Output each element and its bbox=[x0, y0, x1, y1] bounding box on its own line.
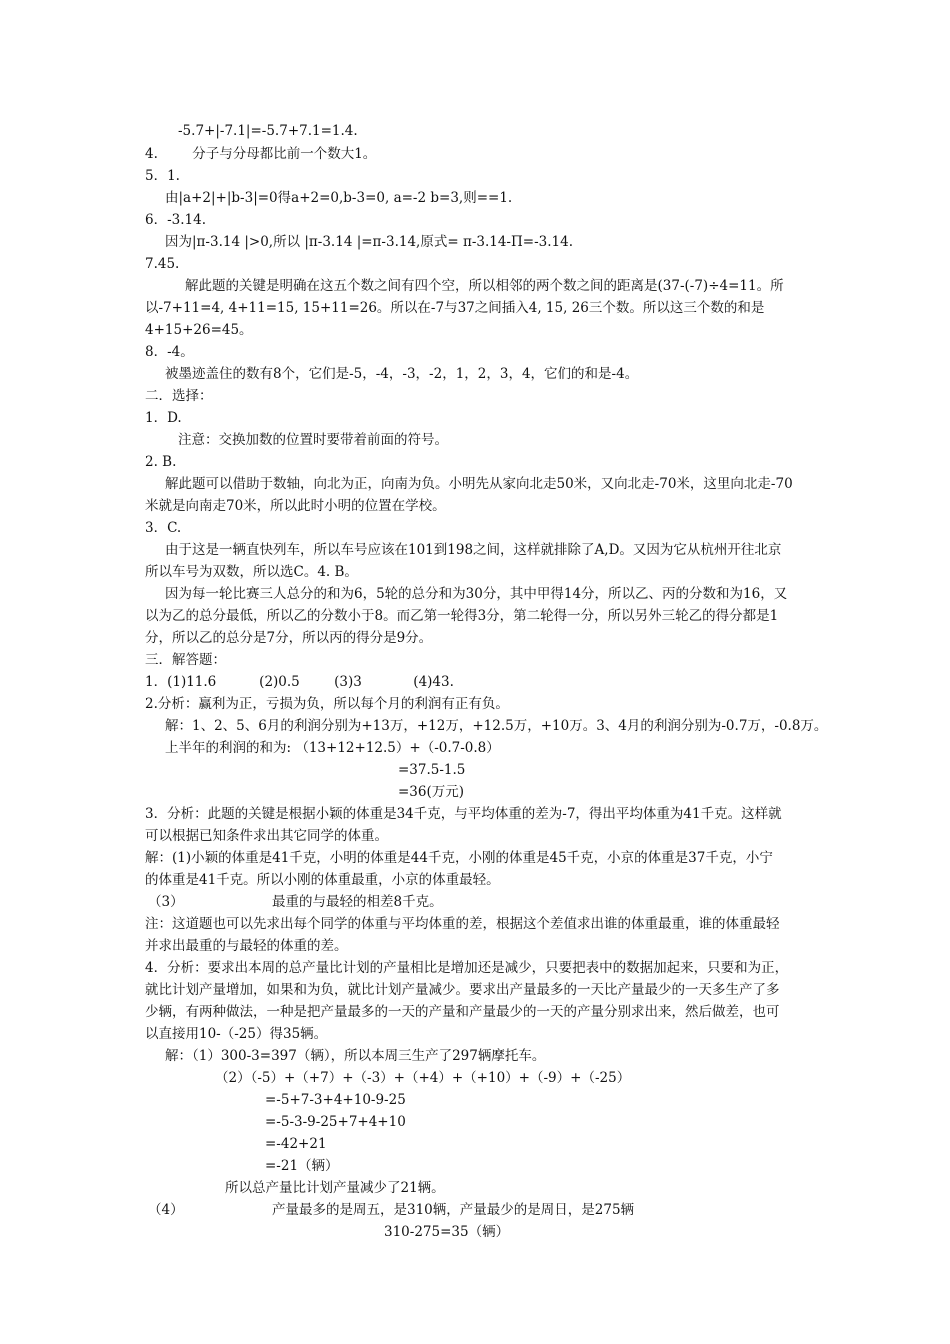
text-line: 解：(1)小颖的体重是41千克，小明的体重是44千克，小刚的体重是45千克，小京的体重是37千克，小宁 bbox=[145, 850, 773, 866]
text-line: 分，所以乙的总分是7分，所以丙的得分是9分。 bbox=[145, 630, 433, 646]
text-line: 注意：交换加数的位置时要带着前面的符号。 bbox=[178, 432, 448, 448]
text-line: 由|a+2|+|b-3|=0得a+2=0,b-3=0, a=-2 b=3,则==1. bbox=[165, 190, 513, 206]
text-line: -5.7+|-7.1|=-5.7+7.1=1.4. bbox=[178, 123, 358, 139]
text-line: （2）（-5）+（+7）+（-3）+（+4）+（+10）+（-9）+（-25） bbox=[215, 1070, 631, 1086]
text-line: 所以总产量比计划产量减少了21辆。 bbox=[225, 1180, 445, 1196]
text-line: 3．C. bbox=[145, 520, 182, 536]
text-line: 解此题的关键是明确在这五个数之间有四个空，所以相邻的两个数之间的距离是(37-(-7)÷4=11。所 bbox=[185, 278, 784, 294]
text-line: （3） bbox=[148, 894, 184, 910]
text-line: 4．分析：要求出本周的总产量比计划的产量相比是增加还是减少，只要把表中的数据加起来，只要和为正， bbox=[145, 960, 789, 976]
text-line: 解此题可以借助于数轴，向北为正，向南为负。小明先从家向北走50米，又向北走-70米，这里向北走-70 bbox=[165, 476, 793, 492]
text-line: 所以车号为双数，所以选C。4. B。 bbox=[145, 564, 358, 580]
text-line: =36(万元) bbox=[398, 784, 465, 800]
text-line: =-42+21 bbox=[265, 1136, 327, 1152]
text-line: 的体重是41千克。所以小刚的体重最重，小京的体重最轻。 bbox=[145, 872, 500, 888]
text-line: 6．-3.14. bbox=[145, 212, 207, 228]
text-line: 4+15+26=45。 bbox=[145, 322, 253, 338]
text-line: 4. 分子与分母都比前一个数大1。 bbox=[145, 146, 377, 162]
text-line: 以为乙的总分最低，所以乙的分数小于8。而乙第一轮得3分，第二轮得一分，所以另外三轮乙的得分都是1 bbox=[145, 608, 779, 624]
text-line: 可以根据已知条件求出其它同学的体重。 bbox=[145, 828, 388, 844]
text-line: 少辆，有两种做法，一种是把产量最多的一天的产量和产量最少的一天的产量分别求出来，然后做差，也可 bbox=[145, 1004, 780, 1020]
text-line: （4） bbox=[148, 1202, 184, 1218]
text-line: 解：（1）300-3=397（辆），所以本周三生产了297辆摩托车。 bbox=[165, 1048, 546, 1064]
text-line: 最重的与最轻的相差8千克。 bbox=[272, 894, 443, 910]
text-line: 二．选择： bbox=[145, 388, 213, 404]
text-line: 1．D. bbox=[145, 410, 182, 426]
text-line: 上半年的利润的和为: （13+12+12.5）+（-0.7-0.8） bbox=[165, 740, 500, 756]
text-line: 解：1、2、5、6月的利润分别为+13万，+12万，+12.5万，+10万。3、4月的利润分别为-0.7万，-0.8万。 bbox=[165, 718, 828, 734]
text-line: 1．(1)11.6 (2)0.5 (3)3 (4)43. bbox=[145, 674, 454, 690]
text-line: 2. B. bbox=[145, 454, 177, 470]
text-line: =-5+7-3+4+10-9-25 bbox=[265, 1092, 406, 1108]
text-line: 并求出最重的与最轻的体重的差。 bbox=[145, 938, 348, 954]
text-line: =-5-3-9-25+7+4+10 bbox=[265, 1114, 406, 1130]
text-line: =-21（辆） bbox=[265, 1158, 339, 1174]
text-line: 由于这是一辆直快列车，所以车号应该在101到198之间，这样就排除了A,D。又因为它从杭州开往北京 bbox=[165, 542, 782, 558]
text-line: 5．1. bbox=[145, 168, 180, 184]
text-line: 注：这道题也可以先求出每个同学的体重与平均体重的差，根据这个差值求出谁的体重最重，谁的体重最轻 bbox=[145, 916, 780, 932]
text-line: 8．-4。 bbox=[145, 344, 194, 360]
text-line: 因为每一轮比赛三人总分的和为6，5轮的总分和为30分，其中甲得14分，所以乙、丙的分数和为16，又 bbox=[165, 586, 788, 602]
text-line: =37.5-1.5 bbox=[398, 762, 466, 778]
text-line: 7.45. bbox=[145, 256, 180, 272]
text-line: 被墨迹盖住的数有8个，它们是-5，-4，-3，-2，1，2，3，4，它们的和是-4。 bbox=[165, 366, 639, 382]
text-line: 三．解答题： bbox=[145, 652, 226, 668]
text-line: 产量最多的是周五，是310辆，产量最少的是周日，是275辆 bbox=[272, 1202, 635, 1218]
text-line: 因为|π-3.14 |>0,所以 |π-3.14 |=π-3.14,原式= π-3.14-Π=-3.14. bbox=[165, 234, 573, 250]
text-line: 以直接用10-（-25）得35辆。 bbox=[145, 1026, 328, 1042]
text-line: 3．分析：此题的关键是根据小颖的体重是34千克，与平均体重的差为-7，得出平均体重为41千克。这样就 bbox=[145, 806, 782, 822]
text-line: 以-7+11=4, 4+11=15, 15+11=26。所以在-7与37之间插入4, 15, 26三个数。所以这三个数的和是 bbox=[145, 300, 765, 316]
text-line: 310-275=35（辆） bbox=[384, 1224, 510, 1240]
text-line: 米就是向南走70米，所以此时小明的位置在学校。 bbox=[145, 498, 446, 514]
text-line: 2.分析：赢利为正，亏损为负，所以每个月的利润有正有负。 bbox=[145, 696, 509, 712]
text-line: 就比计划产量增加，如果和为负，就比计划产量减少。要求出产量最多的一天比产量最少的一天多生产了多 bbox=[145, 982, 780, 998]
